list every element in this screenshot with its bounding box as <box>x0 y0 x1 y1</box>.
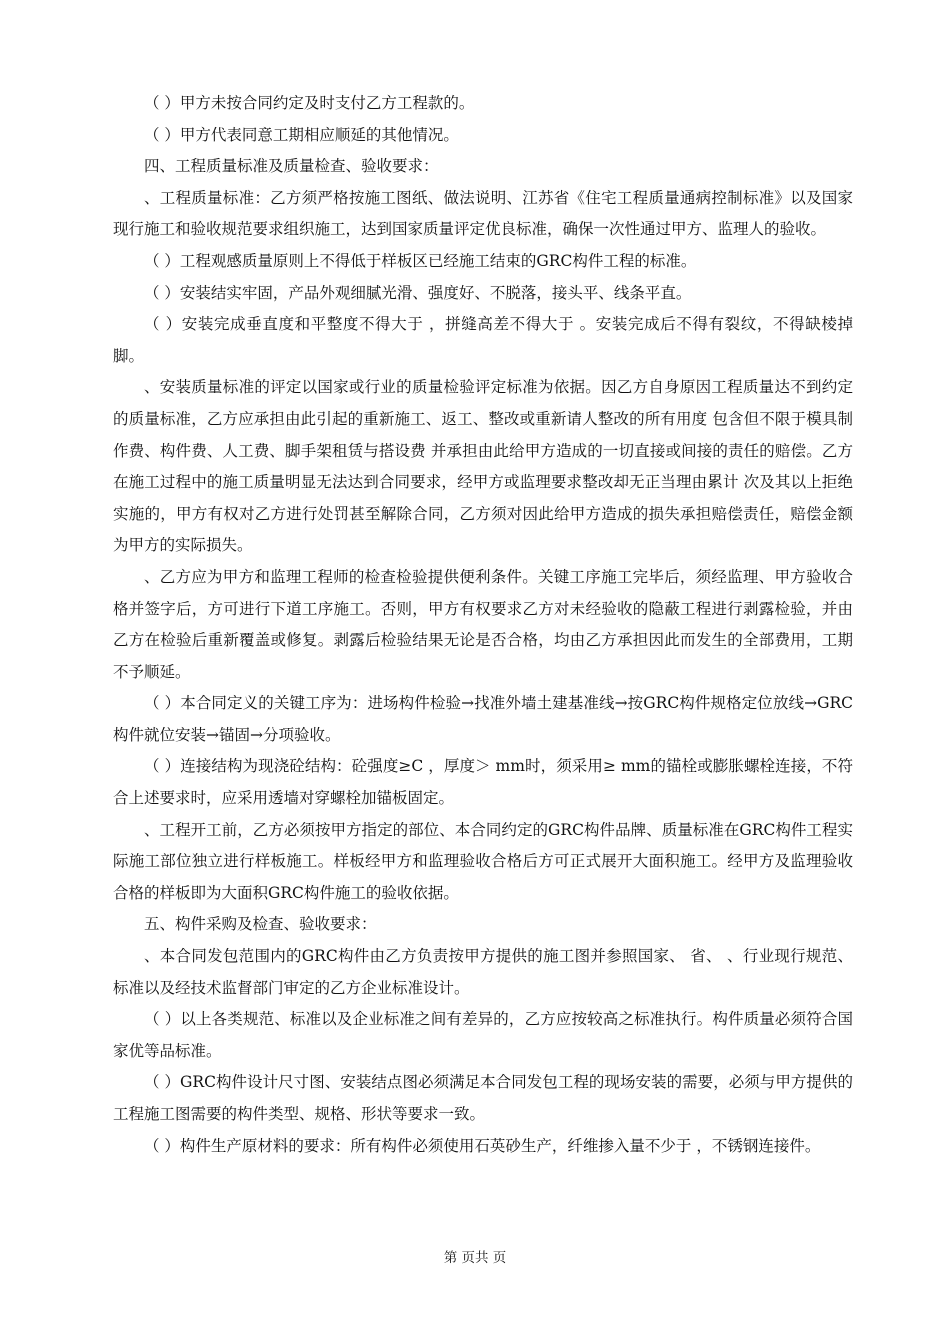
paragraph: 、工程质量标准：乙方须严格按施工图纸、做法说明、江苏省《住宅工程质量通病控制标准》以及国家现行施工和验收规范要求组织施工，达到国家质量评定优良标准，确保一次性通过甲方、监理人的验收。 <box>113 188 853 239</box>
paragraph: （ ）以上各类规范、标准以及企业标准之间有差异的，乙方应按较高之标准执行。构件质量必须符合国家优等品标准。 <box>113 1010 853 1060</box>
paragraph: 、安装质量标准的评定以国家或行业的质量检验评定标准为依据。因乙方自身原因工程质量达不到约定的质量标准，乙方应承担由此引起的重新施工、返工、整改或重新请人整改的所有用度 包含但不限于模具制作费、构件费、人工费、脚手架租赁与搭设费 并承担由此给甲方造成的一切直接或间接的责任的赔偿。乙方在施工过程中的施工质量明显无法达到合同要求，经甲方或监理要求整改却无正当理由累计 次及其以上拒绝实施的，甲方有权对乙方进行处罚甚至解除合同，乙方须对因此给甲方造成的损失承担赔偿责任，赔偿金额为甲方的实际损失。 <box>113 378 853 555</box>
paragraph: （ ）连接结构为现浇砼结构：砼强度≥C ，厚度＞ mm时，须采用≥ mm的锚栓或膨胀螺栓连接，不符合上述要求时，应采用透墙对穿螺栓加锚板固定。 <box>113 757 853 808</box>
paragraph: （ ）构件生产原材料的要求：所有构件必须使用石英砂生产，纤维掺入量不少于 ，不锈钢连接件。 <box>144 1136 821 1155</box>
section-heading: 五、构件采购及检查、验收要求： <box>144 915 377 934</box>
paragraph: （ ）甲方代表同意工期相应顺延的其他情况。 <box>144 125 459 144</box>
paragraph: （ ）本合同定义的关键工序为：进场构件检验→找准外墙土建基准线→按GRC构件规格定位放线→GRC构件就位安装→锚固→分项验收。 <box>113 694 853 744</box>
document-body <box>113 88 853 1162</box>
paragraph: 、乙方应为甲方和监理工程师的检查检验提供便利条件。关键工序施工完毕后，须经监理、甲方验收合格并签字后，方可进行下道工序施工。否则，甲方有权要求乙方对未经验收的隐蔽工程进行剥露检验，并由乙方在检验后重新覆盖或修复。剥露后检验结果无论是否合格，均由乙方承担因此而发生的全部费用，工期不予顺延。 <box>113 567 853 681</box>
paragraph: （ ）工程观感质量原则上不得低于样板区已经施工结束的GRC构件工程的标准。 <box>144 251 697 270</box>
paragraph: （ ）安装结实牢固，产品外观细腻光滑、强度好、不脱落，接头平、线条平直。 <box>144 283 692 302</box>
paragraph: 、工程开工前，乙方必须按甲方指定的部位、本合同约定的GRC构件品牌、质量标准在GRC构件工程实际施工部位独立进行样板施工。样板经甲方和监理验收合格后方可正式展开大面积施工。经甲方及监理验收合格的样板即为大面积GRC构件施工的验收依据。 <box>113 820 853 902</box>
paragraph: （ ）甲方未按合同约定及时支付乙方工程款的。 <box>144 94 475 112</box>
page-footer: 第 页共 页 <box>443 1250 507 1266</box>
paragraph: 、本合同发包范围内的GRC构件由乙方负责按甲方提供的施工图并参照国家、 省、 、行业现行规范、标准以及经技术监督部门审定的乙方企业标准设计。 <box>113 947 853 997</box>
paragraph: （ ）安装完成垂直度和平整度不得大于 ，拼缝高差不得大于 。安装完成后不得有裂纹，不得缺棱掉脚。 <box>113 315 853 365</box>
paragraph: （ ）GRC构件设计尺寸图、安装结点图必须满足本合同发包工程的现场安装的需要，必须与甲方提供的工程施工图需要的构件类型、规格、形状等要求一致。 <box>113 1073 853 1123</box>
section-heading: 四、工程质量标准及质量检查、验收要求： <box>144 157 439 176</box>
